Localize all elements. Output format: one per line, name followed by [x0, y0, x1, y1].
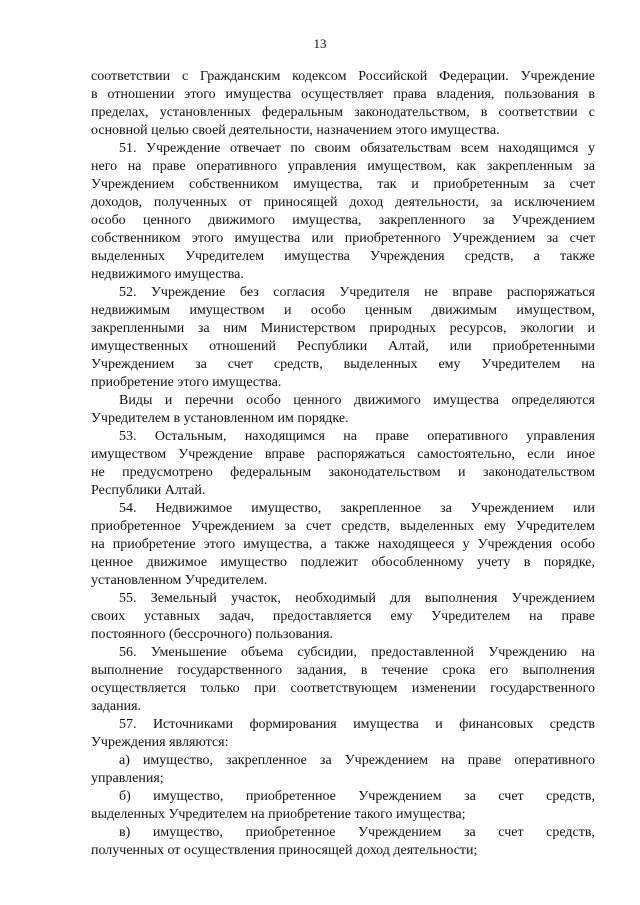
text-line: доходов, полученных от приносящей доход деятельности, за исключением — [91, 195, 595, 210]
text-line: на приобретение этого имущества, а также находящееся у Учреждения особо — [91, 537, 595, 552]
paragraph-first-line: 52. Учреждение без согласия Учредителя не вправе распоряжаться — [119, 285, 595, 300]
text-line: приобретенное Учреждением за счет средств, выделенных ему Учредителем — [91, 519, 595, 534]
paragraph-first-line: 56. Уменьшение объема субсидии, предоставленной Учреждению на — [119, 645, 595, 660]
paragraph-first-line: 53. Остальным, находящимся на праве оперативного управления — [119, 429, 595, 444]
text-line: имущественных отношений Республики Алтай, или приобретенными — [91, 339, 595, 354]
list-item-first-line: б) имущество, приобретенное Учреждением за счет средств, — [119, 789, 595, 804]
text-line: задания. — [91, 699, 142, 714]
text-line: в отношении этого имущества осуществляет права владения, пользования в — [91, 87, 595, 102]
text-line: постоянного (бессрочного) пользования. — [91, 627, 334, 642]
text-line: недвижимым имуществом и особо ценным движимым имуществом, — [91, 303, 595, 318]
text-line: выделенных Учредителем имущества Учреждения средств, а также — [91, 249, 595, 264]
paragraph-first-line: 55. Земельный участок, необходимый для выполнения Учреждением — [119, 591, 595, 606]
text-line: недвижимого имущества. — [91, 267, 244, 282]
paragraph-first-line: 51. Учреждение отвечает по своим обязательствам всем находящимся у — [119, 141, 595, 156]
text-line: соответствии с Гражданским кодексом Российской Федерации. Учреждение — [91, 69, 595, 84]
text-line: собственником этого имущества или приобретенного Учреждением за счет — [91, 231, 595, 246]
page-number: 13 — [313, 36, 327, 51]
text-line: него на праве оперативного управления имуществом, как закрепленным за — [91, 159, 595, 174]
text-line: своих уставных задач, предоставляется ему Учредителем на праве — [91, 609, 595, 624]
text-line: управления; — [91, 771, 164, 786]
list-item-first-line: в) имущество, приобретенное Учреждением за счет средств, — [119, 825, 595, 840]
text-line: ценное движимое имущество подлежит обособленному учету в порядке, — [91, 555, 595, 570]
text-line: закрепленными за ним Министерством природных ресурсов, экологии и — [91, 321, 595, 336]
paragraph-first-line: 54. Недвижимое имущество, закрепленное за Учреждением или — [119, 501, 595, 516]
text-line: не предусмотрено федеральным законодательством и законодательством — [91, 465, 595, 480]
text-line: Учреждением за счет средств, выделенных ему Учредителем на — [91, 357, 595, 372]
text-line: Учреждения являются: — [91, 735, 229, 750]
text-line: имуществом Учреждение вправе распоряжаться самостоятельно, если иное — [91, 447, 595, 462]
text-line: Учредителем в установленном им порядке. — [91, 411, 349, 426]
paragraph-first-line: 57. Источниками формирования имущества и финансовых средств — [119, 717, 595, 732]
text-line: основной целью своей деятельности, назначением этого имущества. — [91, 123, 500, 138]
text-line: пределах, установленных федеральным законодательством, в соответствии с — [91, 105, 595, 120]
text-line: полученных от осуществления приносящей доход деятельности; — [91, 843, 478, 858]
text-line: Республики Алтай. — [91, 483, 206, 498]
text-line: выполнение государственного задания, в течение срока его выполнения — [91, 663, 595, 678]
text-line: приобретение этого имущества. — [91, 375, 282, 390]
list-item-first-line: а) имущество, закрепленное за Учреждением на праве оперативного — [119, 753, 595, 768]
text-line: осуществляется только при соответствующем изменении государственного — [91, 681, 595, 696]
text-line: особо ценного движимого имущества, закрепленного за Учреждением — [91, 213, 595, 228]
text-line: выделенных Учредителем на приобретение такого имущества; — [91, 807, 466, 822]
paragraph-first-line: Виды и перечни особо ценного движимого имущества определяются — [119, 393, 595, 408]
text-line: Учреждением собственником имущества, так и приобретенным за счет — [91, 177, 595, 192]
text-line: установленном Учредителем. — [91, 573, 268, 588]
